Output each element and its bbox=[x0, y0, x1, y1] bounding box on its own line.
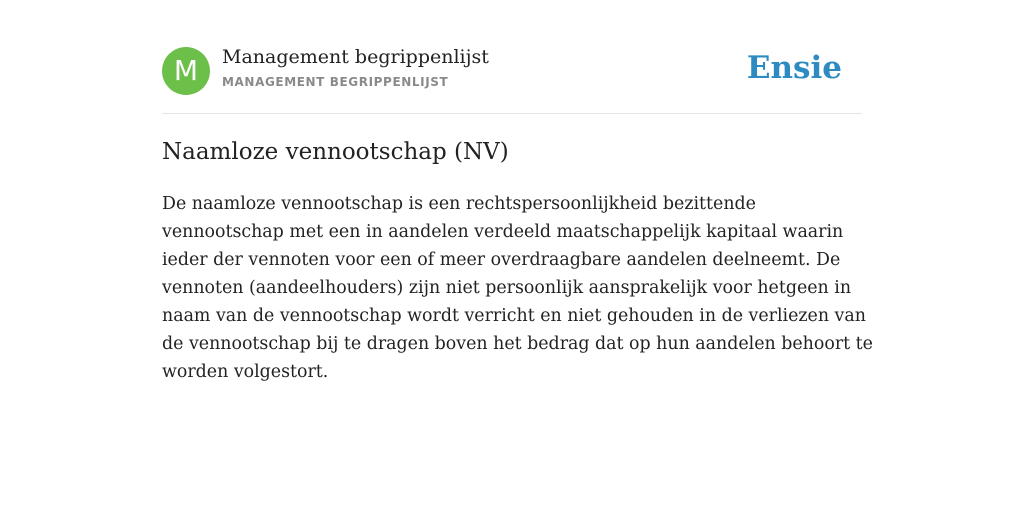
ensie-logo[interactable]: Ensie bbox=[746, 50, 842, 86]
term-title: Naamloze vennootschap (NV) bbox=[162, 139, 509, 165]
list-avatar[interactable]: M bbox=[162, 47, 210, 95]
definition-line: ieder der vennoten voor een of meer overdraagbare aandelen deelneemt. De bbox=[162, 250, 841, 270]
list-subtitle: MANAGEMENT BEGRIPPENLIJST bbox=[222, 75, 449, 89]
definition-line: De naamloze vennootschap is een rechtspersoonlijkheid bezittende bbox=[162, 194, 756, 214]
definition-line: vennoten (aandeelhouders) zijn niet persoonlijk aansprakelijk voor hetgeen in bbox=[162, 278, 852, 298]
header bbox=[162, 46, 862, 96]
definition-line: worden volgestort. bbox=[162, 362, 329, 382]
definition-line: naam van de vennootschap wordt verricht en niet gehouden in de verliezen van bbox=[162, 306, 866, 326]
list-title-link[interactable]: Management begrippenlijst bbox=[222, 46, 489, 68]
definition-line: de vennootschap bij te dragen boven het bedrag dat op hun aandelen behoort te bbox=[162, 334, 873, 354]
header-divider bbox=[162, 113, 862, 114]
term-definition bbox=[162, 190, 873, 386]
definition-line: vennootschap met een in aandelen verdeeld maatschappelijk kapitaal waarin bbox=[162, 222, 844, 242]
